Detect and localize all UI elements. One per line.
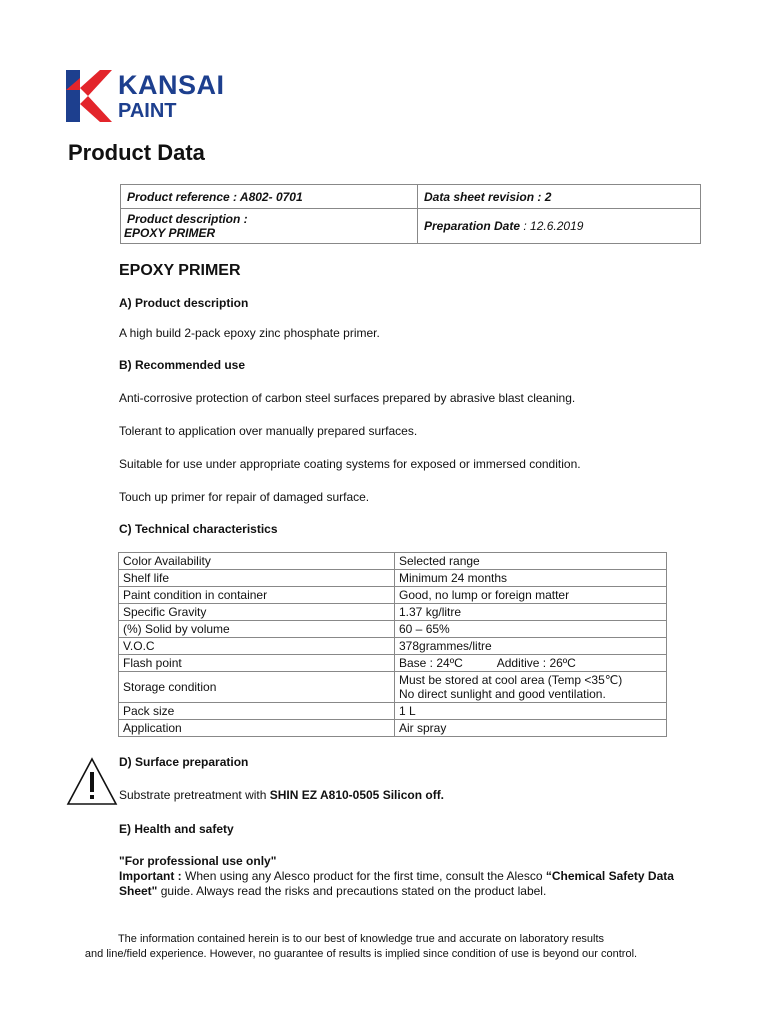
section-d-heading: D) Surface preparation — [119, 755, 249, 769]
table-row — [119, 720, 667, 737]
table-key: V.O.C — [119, 638, 395, 655]
warning-icon — [66, 757, 118, 807]
section-b-paragraph-3: Suitable for use under appropriate coating systems for exposed or immersed condition. — [119, 457, 581, 471]
table-value: Air spray — [395, 720, 667, 737]
table-value: Minimum 24 months — [395, 570, 667, 587]
disclaimer-footer — [66, 932, 656, 962]
table-value — [395, 655, 667, 672]
product-description-cell — [121, 209, 418, 244]
table-value: 60 – 65% — [395, 621, 667, 638]
table-value: 378grammes/litre — [395, 638, 667, 655]
table-row — [119, 638, 667, 655]
surface-prep-text: Substrate pretreatment with — [119, 788, 267, 802]
table-row — [119, 587, 667, 604]
important-note — [119, 869, 679, 899]
storage-line-2: No direct sunlight and good ventilation. — [399, 687, 606, 701]
table-key: Application — [119, 720, 395, 737]
footer-line-2: and line/field experience. However, no guarantee of results is implied since condition of use is beyond our control. — [84, 948, 638, 960]
footer-line-1: The information contained herein is to our best of knowledge true and accurate on laboratory results — [117, 933, 605, 945]
table-value: Good, no lump or foreign matter — [395, 587, 667, 604]
section-b-heading: B) Recommended use — [119, 358, 246, 372]
flash-point-base: Base : 24ºC — [399, 656, 463, 670]
page-title: Product Data — [68, 140, 205, 165]
flash-point-additive: Additive : 26ºC — [496, 656, 576, 670]
header-table — [120, 184, 701, 244]
table-key: Pack size — [119, 703, 395, 720]
data-sheet-revision: Data sheet revision : 2 — [418, 185, 701, 209]
table-key: Storage condition — [119, 672, 395, 703]
section-b-paragraph-1: Anti-corrosive protection of carbon steel surfaces prepared by abrasive blast cleaning. — [119, 391, 576, 405]
surface-prep-product: SHIN EZ A810-0505 Silicon off. — [269, 788, 445, 802]
product-description-value: EPOXY PRIMER — [124, 226, 216, 240]
preparation-date-label: Preparation Date — [424, 219, 521, 233]
brand-line2: PAINT — [118, 99, 177, 122]
table-value — [395, 672, 667, 703]
table-key: Color Availability — [119, 553, 395, 570]
brand-line1: KANSAI — [118, 69, 225, 100]
table-row — [119, 553, 667, 570]
brand-wordmark — [118, 69, 225, 122]
storage-line-1: Must be stored at cool area (Temp <35℃) — [399, 673, 623, 687]
section-e-heading: E) Health and safety — [119, 822, 234, 836]
section-b-paragraph-4: Touch up primer for repair of damaged surface. — [119, 490, 370, 504]
important-text: When using any Alesco product for the first time, consult the Alesco — [185, 869, 543, 883]
table-row — [119, 570, 667, 587]
technical-characteristics-table — [118, 552, 667, 737]
section-a-heading: A) Product description — [119, 296, 249, 310]
table-key: Paint condition in container — [119, 587, 395, 604]
section-d-text — [119, 788, 719, 802]
table-value: 1 L — [395, 703, 667, 720]
product-title: EPOXY PRIMER — [119, 262, 241, 279]
table-value: Selected range — [395, 553, 667, 570]
brand-logo — [66, 70, 225, 122]
table-row — [119, 703, 667, 720]
important-tail: guide. Always read the risks and precautions stated on the product label. — [160, 884, 547, 898]
preparation-date-cell — [418, 209, 701, 244]
professional-use-note: "For professional use only" — [119, 854, 277, 868]
table-row — [119, 655, 667, 672]
section-b-paragraph-2: Tolerant to application over manually prepared surfaces. — [119, 424, 418, 438]
table-row — [119, 672, 667, 703]
table-key: Specific Gravity — [119, 604, 395, 621]
section-c-heading: C) Technical characteristics — [119, 522, 278, 536]
table-row — [119, 621, 667, 638]
product-reference: Product reference : A802- 0701 — [121, 185, 418, 209]
table-key: Shelf life — [119, 570, 395, 587]
kansai-logo-icon — [66, 70, 112, 122]
table-value: 1.37 kg/litre — [395, 604, 667, 621]
section-a-text: A high build 2-pack epoxy zinc phosphate primer. — [119, 326, 380, 340]
table-key: (%) Solid by volume — [119, 621, 395, 638]
table-row — [119, 604, 667, 621]
table-key: Flash point — [119, 655, 395, 672]
important-label: Important : — [119, 869, 182, 883]
safety-sheet-name: “Chemical Safety Data Sheet" — [119, 869, 674, 898]
product-description-label: Product description : — [127, 212, 248, 226]
preparation-date-value: : 12.6.2019 — [523, 219, 584, 233]
